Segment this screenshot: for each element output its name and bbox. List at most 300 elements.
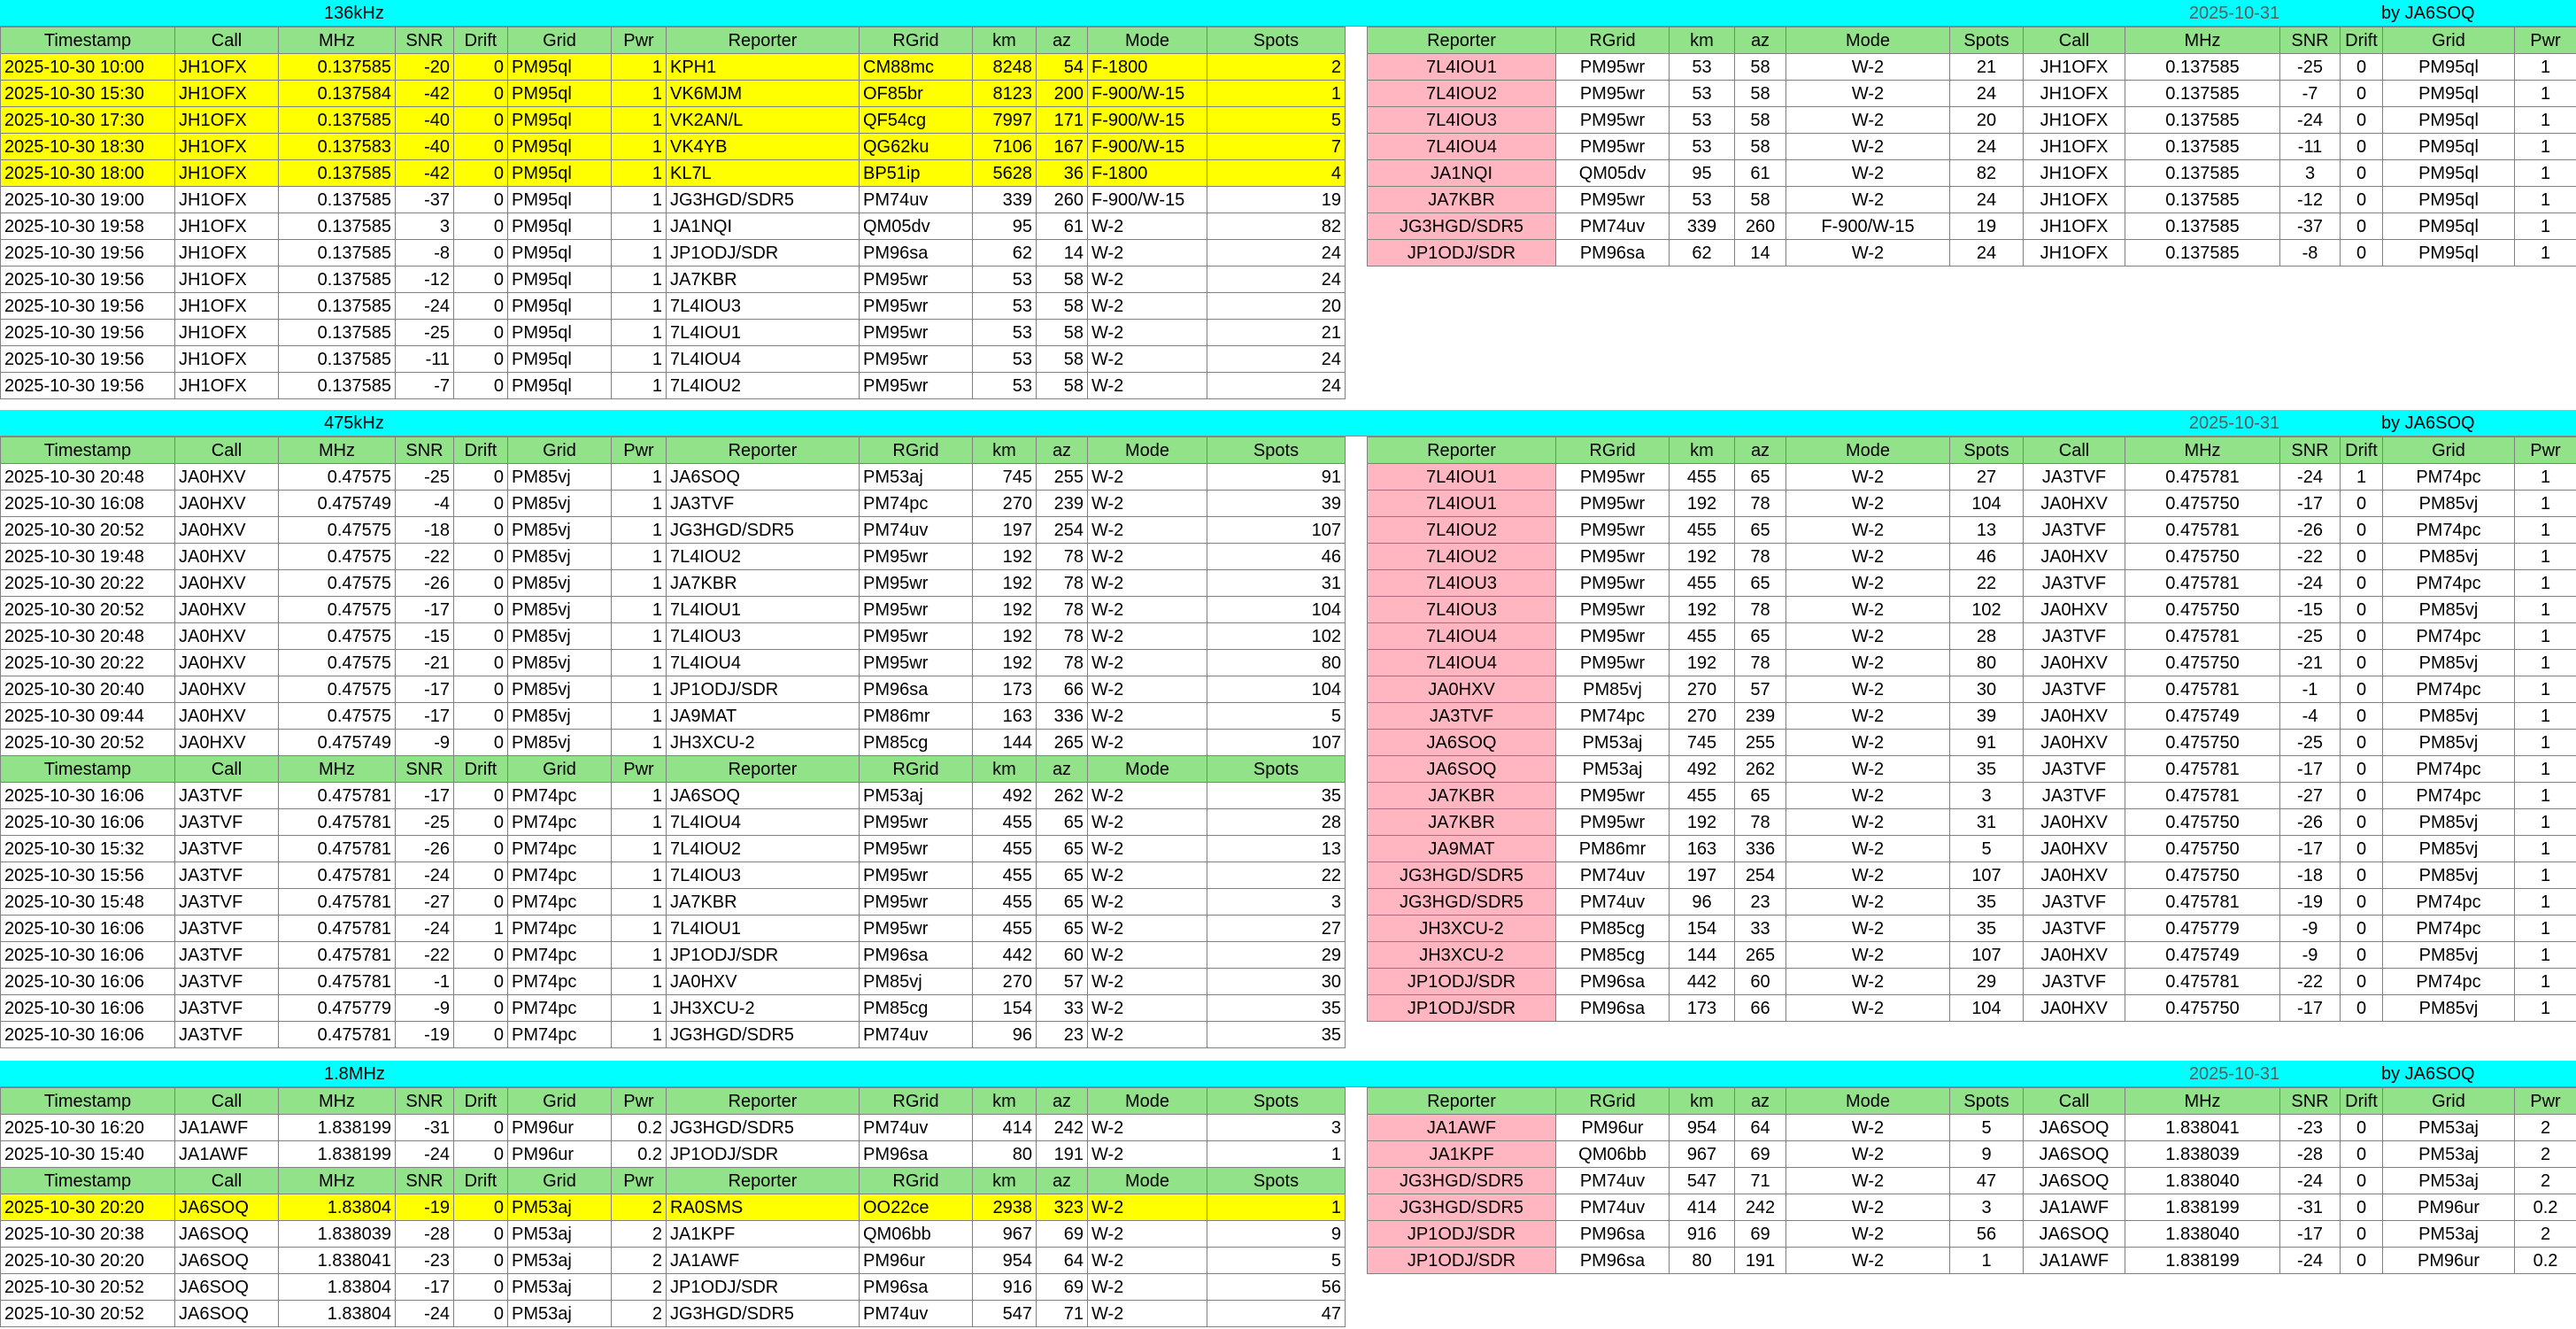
table-cell[interactable]: -28 [396, 1221, 454, 1248]
table-cell[interactable]: 967 [1670, 1141, 1735, 1168]
table-cell[interactable]: 2025-10-30 16:20 [1, 1115, 175, 1141]
table-cell[interactable]: JH1OFX [2024, 213, 2125, 240]
table-cell[interactable]: 1 [612, 597, 667, 623]
table-cell[interactable]: 60 [1735, 969, 1786, 995]
table-cell[interactable]: 0 [2341, 650, 2383, 676]
table-row[interactable] [1368, 1221, 2576, 1248]
table-cell[interactable]: 0.475749 [2125, 942, 2280, 969]
column-header[interactable]: MHz [279, 437, 396, 464]
table-cell[interactable]: 192 [973, 623, 1037, 650]
table-cell[interactable]: 1 [612, 969, 667, 995]
table-cell[interactable]: 3 [1207, 1115, 1346, 1141]
table-cell[interactable]: JA1AWF [2024, 1194, 2125, 1221]
column-header[interactable]: az [1735, 1088, 1786, 1115]
table-cell[interactable]: PM95ql [2383, 213, 2515, 240]
table-cell[interactable]: -15 [2280, 597, 2341, 623]
table-cell[interactable]: 7L4IOU4 [1368, 134, 1556, 160]
table-cell[interactable]: 2025-10-30 19:56 [1, 267, 175, 293]
table-cell[interactable]: PM85vj [508, 544, 612, 570]
table-cell[interactable]: PM85vj [508, 517, 612, 544]
table-cell[interactable]: JA3TVF [667, 491, 860, 517]
table-cell[interactable]: 78 [1735, 650, 1786, 676]
table-cell[interactable]: JA3TVF [175, 836, 279, 862]
table-cell[interactable]: -17 [396, 1274, 454, 1301]
table-cell[interactable]: JA0HXV [2024, 703, 2125, 730]
column-header[interactable]: Call [2024, 1088, 2125, 1115]
table-cell[interactable]: 2025-10-30 20:52 [1, 1274, 175, 1301]
table-cell[interactable]: W-2 [1786, 783, 1950, 809]
table-row[interactable] [1, 464, 1346, 491]
table-cell[interactable]: 200 [1037, 81, 1088, 107]
column-header[interactable]: MHz [2125, 437, 2280, 464]
column-header[interactable]: Grid [508, 27, 612, 54]
table-cell[interactable]: W-2 [1786, 134, 1950, 160]
table-row[interactable] [1, 1194, 1346, 1221]
table-cell[interactable]: 2 [2515, 1115, 2576, 1141]
table-cell[interactable]: 1 [2515, 491, 2576, 517]
table-cell[interactable]: 31 [1950, 809, 2024, 836]
table-cell[interactable]: 173 [1670, 995, 1735, 1022]
table-cell[interactable]: JP1ODJ/SDR [667, 942, 860, 969]
table-row[interactable] [1, 570, 1346, 597]
table-cell[interactable]: 47 [1950, 1168, 2024, 1194]
table-cell[interactable]: 0 [454, 54, 508, 81]
column-header[interactable]: RGrid [1556, 1088, 1670, 1115]
table-cell[interactable]: 7L4IOU3 [667, 862, 860, 889]
table-cell[interactable]: -18 [2280, 862, 2341, 889]
table-cell[interactable]: 0 [454, 942, 508, 969]
table-cell[interactable]: 28 [1950, 623, 2024, 650]
table-cell[interactable]: -9 [2280, 916, 2341, 942]
table-row[interactable] [1368, 836, 2576, 862]
table-cell[interactable]: 1 [2515, 240, 2576, 267]
table-cell[interactable]: PM74uv [860, 187, 973, 213]
column-header[interactable]: Drift [454, 1088, 508, 1115]
column-header[interactable]: Pwr [2515, 437, 2576, 464]
table-cell[interactable]: 0 [454, 862, 508, 889]
table-cell[interactable]: JA0HXV [2024, 862, 2125, 889]
table-cell[interactable]: 2025-10-30 20:48 [1, 464, 175, 491]
table-cell[interactable]: 0.137585 [279, 320, 396, 346]
table-cell[interactable]: 0 [454, 187, 508, 213]
table-cell[interactable]: 53 [973, 293, 1037, 320]
table-cell[interactable]: 0 [2341, 570, 2383, 597]
column-header[interactable]: Spots [1950, 27, 2024, 54]
table-cell[interactable]: PM85vj [508, 623, 612, 650]
table-cell[interactable]: PM95wr [860, 623, 973, 650]
table-cell[interactable]: PM95wr [1556, 107, 1670, 134]
table-cell[interactable]: 0.475750 [2125, 544, 2280, 570]
table-cell[interactable]: 1 [2515, 517, 2576, 544]
column-header[interactable]: MHz [279, 1088, 396, 1115]
table-cell[interactable]: 0.137585 [279, 240, 396, 267]
table-cell[interactable]: PM53aj [2383, 1168, 2515, 1194]
table-cell[interactable]: 0.2 [2515, 1194, 2576, 1221]
table-cell[interactable]: 20 [1207, 293, 1346, 320]
table-cell[interactable]: W-2 [1088, 544, 1207, 570]
table-cell[interactable]: 191 [1735, 1248, 1786, 1274]
table-cell[interactable]: 197 [973, 517, 1037, 544]
table-cell[interactable]: JA1KPF [1368, 1141, 1556, 1168]
table-cell[interactable]: JH1OFX [175, 187, 279, 213]
table-cell[interactable]: 2025-10-30 16:06 [1, 916, 175, 942]
table-cell[interactable]: W-2 [1088, 213, 1207, 240]
table-cell[interactable]: 1 [612, 889, 667, 916]
table-row[interactable] [1368, 889, 2576, 916]
table-cell[interactable]: 192 [1670, 491, 1735, 517]
table-cell[interactable]: JA0HXV [2024, 730, 2125, 756]
table-row[interactable] [1368, 969, 2576, 995]
column-header[interactable]: SNR [396, 437, 454, 464]
table-cell[interactable]: 58 [1037, 373, 1088, 399]
table-cell[interactable]: 0.475781 [2125, 676, 2280, 703]
table-cell[interactable]: 2025-10-30 20:22 [1, 570, 175, 597]
table-cell[interactable]: JH1OFX [175, 293, 279, 320]
table-cell[interactable]: W-2 [1088, 969, 1207, 995]
table-row[interactable] [1, 1221, 1346, 1248]
table-cell[interactable]: JG3HGD/SDR5 [1368, 889, 1556, 916]
table-cell[interactable]: -26 [396, 836, 454, 862]
column-header[interactable]: Call [175, 756, 279, 783]
column-header[interactable]: Spots [1950, 437, 2024, 464]
table-row[interactable] [1368, 995, 2576, 1022]
table-cell[interactable]: W-2 [1786, 81, 1950, 107]
table-row[interactable] [1368, 544, 2576, 570]
table-cell[interactable]: 3 [2280, 160, 2341, 187]
table-row[interactable] [1, 517, 1346, 544]
table-cell[interactable]: JA3TVF [175, 809, 279, 836]
table-cell[interactable]: OF85br [860, 81, 973, 107]
table-cell[interactable]: 9 [1950, 1141, 2024, 1168]
table-cell[interactable]: JA6SOQ [175, 1194, 279, 1221]
table-cell[interactable]: 442 [1670, 969, 1735, 995]
column-header[interactable]: Grid [508, 1168, 612, 1194]
column-header[interactable]: Call [175, 1168, 279, 1194]
table-cell[interactable]: JG3HGD/SDR5 [667, 517, 860, 544]
table-cell[interactable]: 22 [1950, 570, 2024, 597]
table-cell[interactable]: JA3TVF [175, 1022, 279, 1048]
table-cell[interactable]: 1 [612, 320, 667, 346]
table-cell[interactable]: -18 [396, 517, 454, 544]
table-cell[interactable]: 58 [1735, 54, 1786, 81]
table-cell[interactable]: 0 [454, 293, 508, 320]
column-header[interactable]: Spots [1207, 27, 1346, 54]
table-cell[interactable]: PM85vj [508, 676, 612, 703]
table-cell[interactable]: W-2 [1088, 267, 1207, 293]
table-cell[interactable]: 9 [1207, 1221, 1346, 1248]
table-cell[interactable]: 46 [1207, 544, 1346, 570]
column-header[interactable]: RGrid [860, 27, 973, 54]
table-cell[interactable]: F-1800 [1088, 54, 1207, 81]
table-cell[interactable]: F-900/W-15 [1088, 187, 1207, 213]
table-cell[interactable]: 0.137585 [279, 213, 396, 240]
table-cell[interactable]: 1 [1207, 1194, 1346, 1221]
table-row[interactable] [1, 836, 1346, 862]
table-cell[interactable]: 1.838040 [2125, 1221, 2280, 1248]
table-cell[interactable]: 58 [1735, 81, 1786, 107]
column-header[interactable]: RGrid [860, 756, 973, 783]
table-cell[interactable]: PM85vj [508, 650, 612, 676]
table-cell[interactable]: -9 [2280, 942, 2341, 969]
table-cell[interactable]: 0 [454, 995, 508, 1022]
table-cell[interactable]: 339 [973, 187, 1037, 213]
table-cell[interactable]: PM96ur [508, 1115, 612, 1141]
table-cell[interactable]: PM96sa [860, 942, 973, 969]
table-cell[interactable]: 265 [1037, 730, 1088, 756]
table-cell[interactable]: PM74pc [508, 916, 612, 942]
table-cell[interactable]: 2025-10-30 20:22 [1, 650, 175, 676]
table-row[interactable] [1, 889, 1346, 916]
table-cell[interactable]: 27 [1950, 464, 2024, 491]
table-cell[interactable]: PM74pc [2383, 783, 2515, 809]
table-cell[interactable]: 2025-10-30 15:30 [1, 81, 175, 107]
table-row[interactable] [1368, 916, 2576, 942]
column-header[interactable]: Spots [1207, 756, 1346, 783]
table-cell[interactable]: JA1AWF [175, 1115, 279, 1141]
table-cell[interactable]: -40 [396, 107, 454, 134]
table-cell[interactable]: 21 [1207, 320, 1346, 346]
table-cell[interactable]: PM95wr [1556, 81, 1670, 107]
table-cell[interactable]: JA1NQI [1368, 160, 1556, 187]
column-header[interactable]: Drift [454, 756, 508, 783]
table-cell[interactable]: -12 [396, 267, 454, 293]
table-cell[interactable]: 2025-10-30 15:56 [1, 862, 175, 889]
table-cell[interactable]: 3 [1207, 889, 1346, 916]
table-cell[interactable]: PM74pc [2383, 464, 2515, 491]
table-cell[interactable]: -42 [396, 160, 454, 187]
table-cell[interactable]: 107 [1950, 862, 2024, 889]
table-cell[interactable]: 66 [1037, 676, 1088, 703]
table-cell[interactable]: 0.475781 [2125, 756, 2280, 783]
table-cell[interactable]: 66 [1735, 995, 1786, 1022]
table-cell[interactable]: 62 [1670, 240, 1735, 267]
table-cell[interactable]: 24 [1950, 134, 2024, 160]
table-cell[interactable]: 0.475781 [279, 942, 396, 969]
column-header[interactable]: Mode [1088, 27, 1207, 54]
table-cell[interactable]: -25 [2280, 623, 2341, 650]
table-cell[interactable]: 1 [2515, 889, 2576, 916]
table-cell[interactable]: PM96ur [2383, 1194, 2515, 1221]
table-cell[interactable]: 0.475781 [279, 809, 396, 836]
table-cell[interactable]: 104 [1207, 597, 1346, 623]
table-cell[interactable]: 0.475781 [2125, 464, 2280, 491]
table-cell[interactable]: 2025-10-30 19:58 [1, 213, 175, 240]
table-cell[interactable]: 53 [973, 320, 1037, 346]
table-cell[interactable]: 47 [1207, 1301, 1346, 1327]
table-cell[interactable]: PM53aj [508, 1274, 612, 1301]
table-cell[interactable]: W-2 [1786, 544, 1950, 570]
table-cell[interactable]: 1 [612, 187, 667, 213]
table-cell[interactable]: 1 [612, 240, 667, 267]
table-row[interactable] [1, 1141, 1346, 1168]
table-cell[interactable]: JG3HGD/SDR5 [1368, 213, 1556, 240]
table-cell[interactable]: 455 [1670, 623, 1735, 650]
table-cell[interactable]: PM95wr [1556, 809, 1670, 836]
table-cell[interactable]: PM74pc [1556, 703, 1670, 730]
table-cell[interactable]: 0 [2341, 1141, 2383, 1168]
table-cell[interactable]: 455 [973, 916, 1037, 942]
table-cell[interactable]: 0 [2341, 1194, 2383, 1221]
column-header[interactable]: Timestamp [1, 1168, 175, 1194]
table-cell[interactable]: 2025-10-30 20:20 [1, 1248, 175, 1274]
table-cell[interactable]: 1 [612, 916, 667, 942]
table-cell[interactable]: W-2 [1786, 942, 1950, 969]
table-cell[interactable]: 0 [454, 969, 508, 995]
table-cell[interactable]: 0 [454, 597, 508, 623]
column-header[interactable]: Timestamp [1, 27, 175, 54]
table-cell[interactable]: PM85vj [508, 570, 612, 597]
table-cell[interactable]: 80 [1207, 650, 1346, 676]
table-cell[interactable]: 0.47575 [279, 676, 396, 703]
table-cell[interactable]: -7 [2280, 81, 2341, 107]
column-header[interactable]: MHz [279, 756, 396, 783]
column-header[interactable]: Reporter [1368, 1088, 1556, 1115]
table-cell[interactable]: JA6SOQ [2024, 1168, 2125, 1194]
table-cell[interactable]: -25 [396, 320, 454, 346]
table-cell[interactable]: 53 [1670, 107, 1735, 134]
table-cell[interactable]: 1 [612, 491, 667, 517]
table-cell[interactable]: 1 [612, 623, 667, 650]
table-cell[interactable]: KPH1 [667, 54, 860, 81]
table-cell[interactable]: 0 [454, 1022, 508, 1048]
table-cell[interactable]: 1 [612, 54, 667, 81]
table-cell[interactable]: PM86mr [860, 703, 973, 730]
table-cell[interactable]: W-2 [1786, 240, 1950, 267]
table-cell[interactable]: 3 [1950, 783, 2024, 809]
table-cell[interactable]: 0 [454, 373, 508, 399]
table-cell[interactable]: 0.475750 [2125, 862, 2280, 889]
table-cell[interactable]: W-2 [1786, 809, 1950, 836]
table-cell[interactable]: JP1ODJ/SDR [667, 1141, 860, 1168]
table-cell[interactable]: 0.137585 [279, 293, 396, 320]
table-cell[interactable]: CM88mc [860, 54, 973, 81]
table-cell[interactable]: 7997 [973, 107, 1037, 134]
table-cell[interactable]: PM74uv [1556, 889, 1670, 916]
table-cell[interactable]: PM96ur [1556, 1115, 1670, 1141]
table-cell[interactable]: QM05dv [860, 213, 973, 240]
table-cell[interactable]: 0 [2341, 54, 2383, 81]
table-cell[interactable]: 1 [2515, 730, 2576, 756]
table-cell[interactable]: 65 [1037, 809, 1088, 836]
table-cell[interactable]: W-2 [1088, 730, 1207, 756]
table-cell[interactable]: -28 [2280, 1141, 2341, 1168]
table-cell[interactable]: 1.838199 [2125, 1248, 2280, 1274]
table-row[interactable] [1368, 623, 2576, 650]
table-cell[interactable]: 2025-10-30 20:40 [1, 676, 175, 703]
table-cell[interactable]: 1 [612, 81, 667, 107]
column-header[interactable]: Drift [2341, 437, 2383, 464]
table-cell[interactable]: JA7KBR [1368, 783, 1556, 809]
column-header[interactable]: Grid [2383, 437, 2515, 464]
table-cell[interactable]: PM95ql [508, 213, 612, 240]
table-cell[interactable]: W-2 [1786, 1141, 1950, 1168]
table-cell[interactable]: JA0HXV [2024, 650, 2125, 676]
table-cell[interactable]: 1 [612, 570, 667, 597]
table-cell[interactable]: PM95wr [1556, 491, 1670, 517]
table-cell[interactable]: 414 [1670, 1194, 1735, 1221]
table-cell[interactable]: W-2 [1786, 517, 1950, 544]
table-cell[interactable]: 7L4IOU2 [1368, 517, 1556, 544]
table-row[interactable] [1, 597, 1346, 623]
table-row[interactable] [1, 783, 1346, 809]
table-row[interactable] [1, 491, 1346, 517]
table-cell[interactable]: 1 [612, 544, 667, 570]
table-cell[interactable]: 2025-10-30 09:44 [1, 703, 175, 730]
table-cell[interactable]: PM85cg [860, 730, 973, 756]
table-cell[interactable]: PM95wr [860, 570, 973, 597]
table-cell[interactable]: 27 [1207, 916, 1346, 942]
table-cell[interactable]: 0.137585 [2125, 213, 2280, 240]
table-cell[interactable]: PM85vj [2383, 703, 2515, 730]
table-cell[interactable]: JA6SOQ [1368, 730, 1556, 756]
table-cell[interactable]: 82 [1207, 213, 1346, 240]
table-cell[interactable]: 260 [1735, 213, 1786, 240]
column-header[interactable]: SNR [2280, 1088, 2341, 1115]
table-cell[interactable]: W-2 [1786, 1194, 1950, 1221]
table-cell[interactable]: 0.137585 [279, 107, 396, 134]
table-cell[interactable]: PM95wr [1556, 187, 1670, 213]
table-cell[interactable]: 1.838040 [2125, 1168, 2280, 1194]
table-cell[interactable]: 2025-10-30 20:52 [1, 597, 175, 623]
table-cell[interactable]: PM85vj [2383, 544, 2515, 570]
table-cell[interactable]: 1 [2515, 623, 2576, 650]
table-cell[interactable]: F-900/W-15 [1088, 81, 1207, 107]
table-cell[interactable]: 58 [1037, 293, 1088, 320]
table-cell[interactable]: -19 [2280, 889, 2341, 916]
table-cell[interactable]: JA0HXV [2024, 836, 2125, 862]
table-cell[interactable]: 0.137585 [279, 373, 396, 399]
table-cell[interactable]: JP1ODJ/SDR [667, 1274, 860, 1301]
table-cell[interactable]: JA0HXV [667, 969, 860, 995]
table-cell[interactable]: PM74pc [508, 862, 612, 889]
table-cell[interactable]: 191 [1037, 1141, 1088, 1168]
table-cell[interactable]: -31 [396, 1115, 454, 1141]
table-cell[interactable]: 0 [2341, 1168, 2383, 1194]
table-cell[interactable]: 53 [1670, 134, 1735, 160]
column-header[interactable]: Pwr [2515, 1088, 2576, 1115]
table-cell[interactable]: W-2 [1088, 916, 1207, 942]
table-row[interactable] [1368, 730, 2576, 756]
table-cell[interactable]: PM95ql [508, 293, 612, 320]
table-cell[interactable]: 2025-10-30 20:52 [1, 730, 175, 756]
table-cell[interactable]: 29 [1950, 969, 2024, 995]
table-cell[interactable]: PM85vj [2383, 597, 2515, 623]
table-cell[interactable]: PM74pc [2383, 570, 2515, 597]
table-cell[interactable]: PM95ql [508, 320, 612, 346]
column-header[interactable]: Mode [1786, 437, 1950, 464]
table-cell[interactable]: PM95wr [1556, 597, 1670, 623]
table-cell[interactable]: JG3HGD/SDR5 [1368, 1194, 1556, 1221]
table-cell[interactable]: JA6SOQ [175, 1301, 279, 1327]
table-cell[interactable]: 30 [1950, 676, 2024, 703]
table-cell[interactable]: JH1OFX [2024, 107, 2125, 134]
table-cell[interactable]: 0 [454, 544, 508, 570]
table-cell[interactable]: 967 [973, 1221, 1037, 1248]
table-cell[interactable]: 2025-10-30 10:00 [1, 54, 175, 81]
table-cell[interactable]: JH1OFX [2024, 240, 2125, 267]
table-cell[interactable]: PM95wr [860, 373, 973, 399]
table-cell[interactable]: PM74pc [508, 783, 612, 809]
table-cell[interactable]: 53 [1670, 187, 1735, 213]
table-cell[interactable]: -24 [2280, 464, 2341, 491]
table-cell[interactable]: W-2 [1786, 836, 1950, 862]
table-cell[interactable]: JA9MAT [1368, 836, 1556, 862]
table-cell[interactable]: 0.475750 [2125, 809, 2280, 836]
table-cell[interactable]: 39 [1207, 491, 1346, 517]
table-row[interactable] [1368, 756, 2576, 783]
table-cell[interactable]: 0 [454, 267, 508, 293]
table-cell[interactable]: 61 [1037, 213, 1088, 240]
